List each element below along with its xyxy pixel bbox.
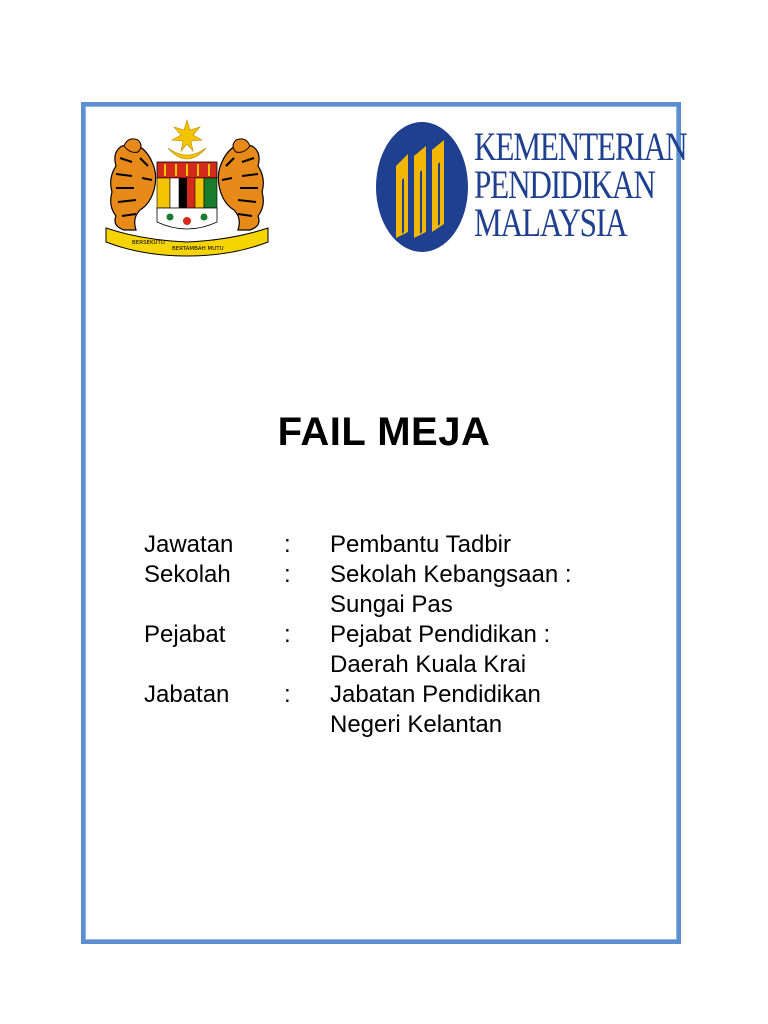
field-value-line: Sungai Pas xyxy=(330,591,453,618)
field-separator: : xyxy=(284,531,291,558)
field-label: Jabatan xyxy=(144,681,230,708)
ministry-name xyxy=(474,124,687,245)
field-value-line: Pejabat Pendidikan : xyxy=(330,621,551,648)
info-row-pejabat xyxy=(144,620,640,680)
ministry-name-line-1: KEMENTERIAN xyxy=(474,124,687,169)
field-separator: : xyxy=(284,621,291,648)
ministry-name-line-3: MALAYSIA xyxy=(474,200,627,245)
info-row-sekolah xyxy=(144,560,640,620)
crest-motto-center: BERTAMBAH MUTU xyxy=(172,246,224,252)
info-row-jabatan xyxy=(144,680,640,740)
malaysia-coat-of-arms-icon xyxy=(102,118,272,260)
info-table xyxy=(144,530,640,740)
field-value-line: Daerah Kuala Krai xyxy=(330,651,527,678)
page-title: FAIL MEJA xyxy=(277,410,491,454)
kpm-logo-icon xyxy=(374,120,470,254)
ministry-name-line-2: PENDIDIKAN xyxy=(474,162,655,207)
field-value-line: Pembantu Tadbir xyxy=(330,531,512,558)
field-separator: : xyxy=(284,561,291,588)
field-value xyxy=(330,530,640,560)
field-value-line: Negeri Kelantan xyxy=(330,711,503,738)
crest-motto-left: BERSEKUTU xyxy=(132,240,165,246)
field-label: Jawatan xyxy=(144,531,234,558)
field-value xyxy=(330,620,640,680)
info-row-jawatan xyxy=(144,530,640,560)
field-value-line: Jabatan Pendidikan xyxy=(330,681,541,708)
field-value xyxy=(330,680,640,740)
field-label: Sekolah xyxy=(144,561,231,588)
field-value xyxy=(330,560,640,620)
field-separator: : xyxy=(284,681,291,708)
field-label: Pejabat xyxy=(144,621,226,648)
field-value-line: Sekolah Kebangsaan : xyxy=(330,561,572,588)
